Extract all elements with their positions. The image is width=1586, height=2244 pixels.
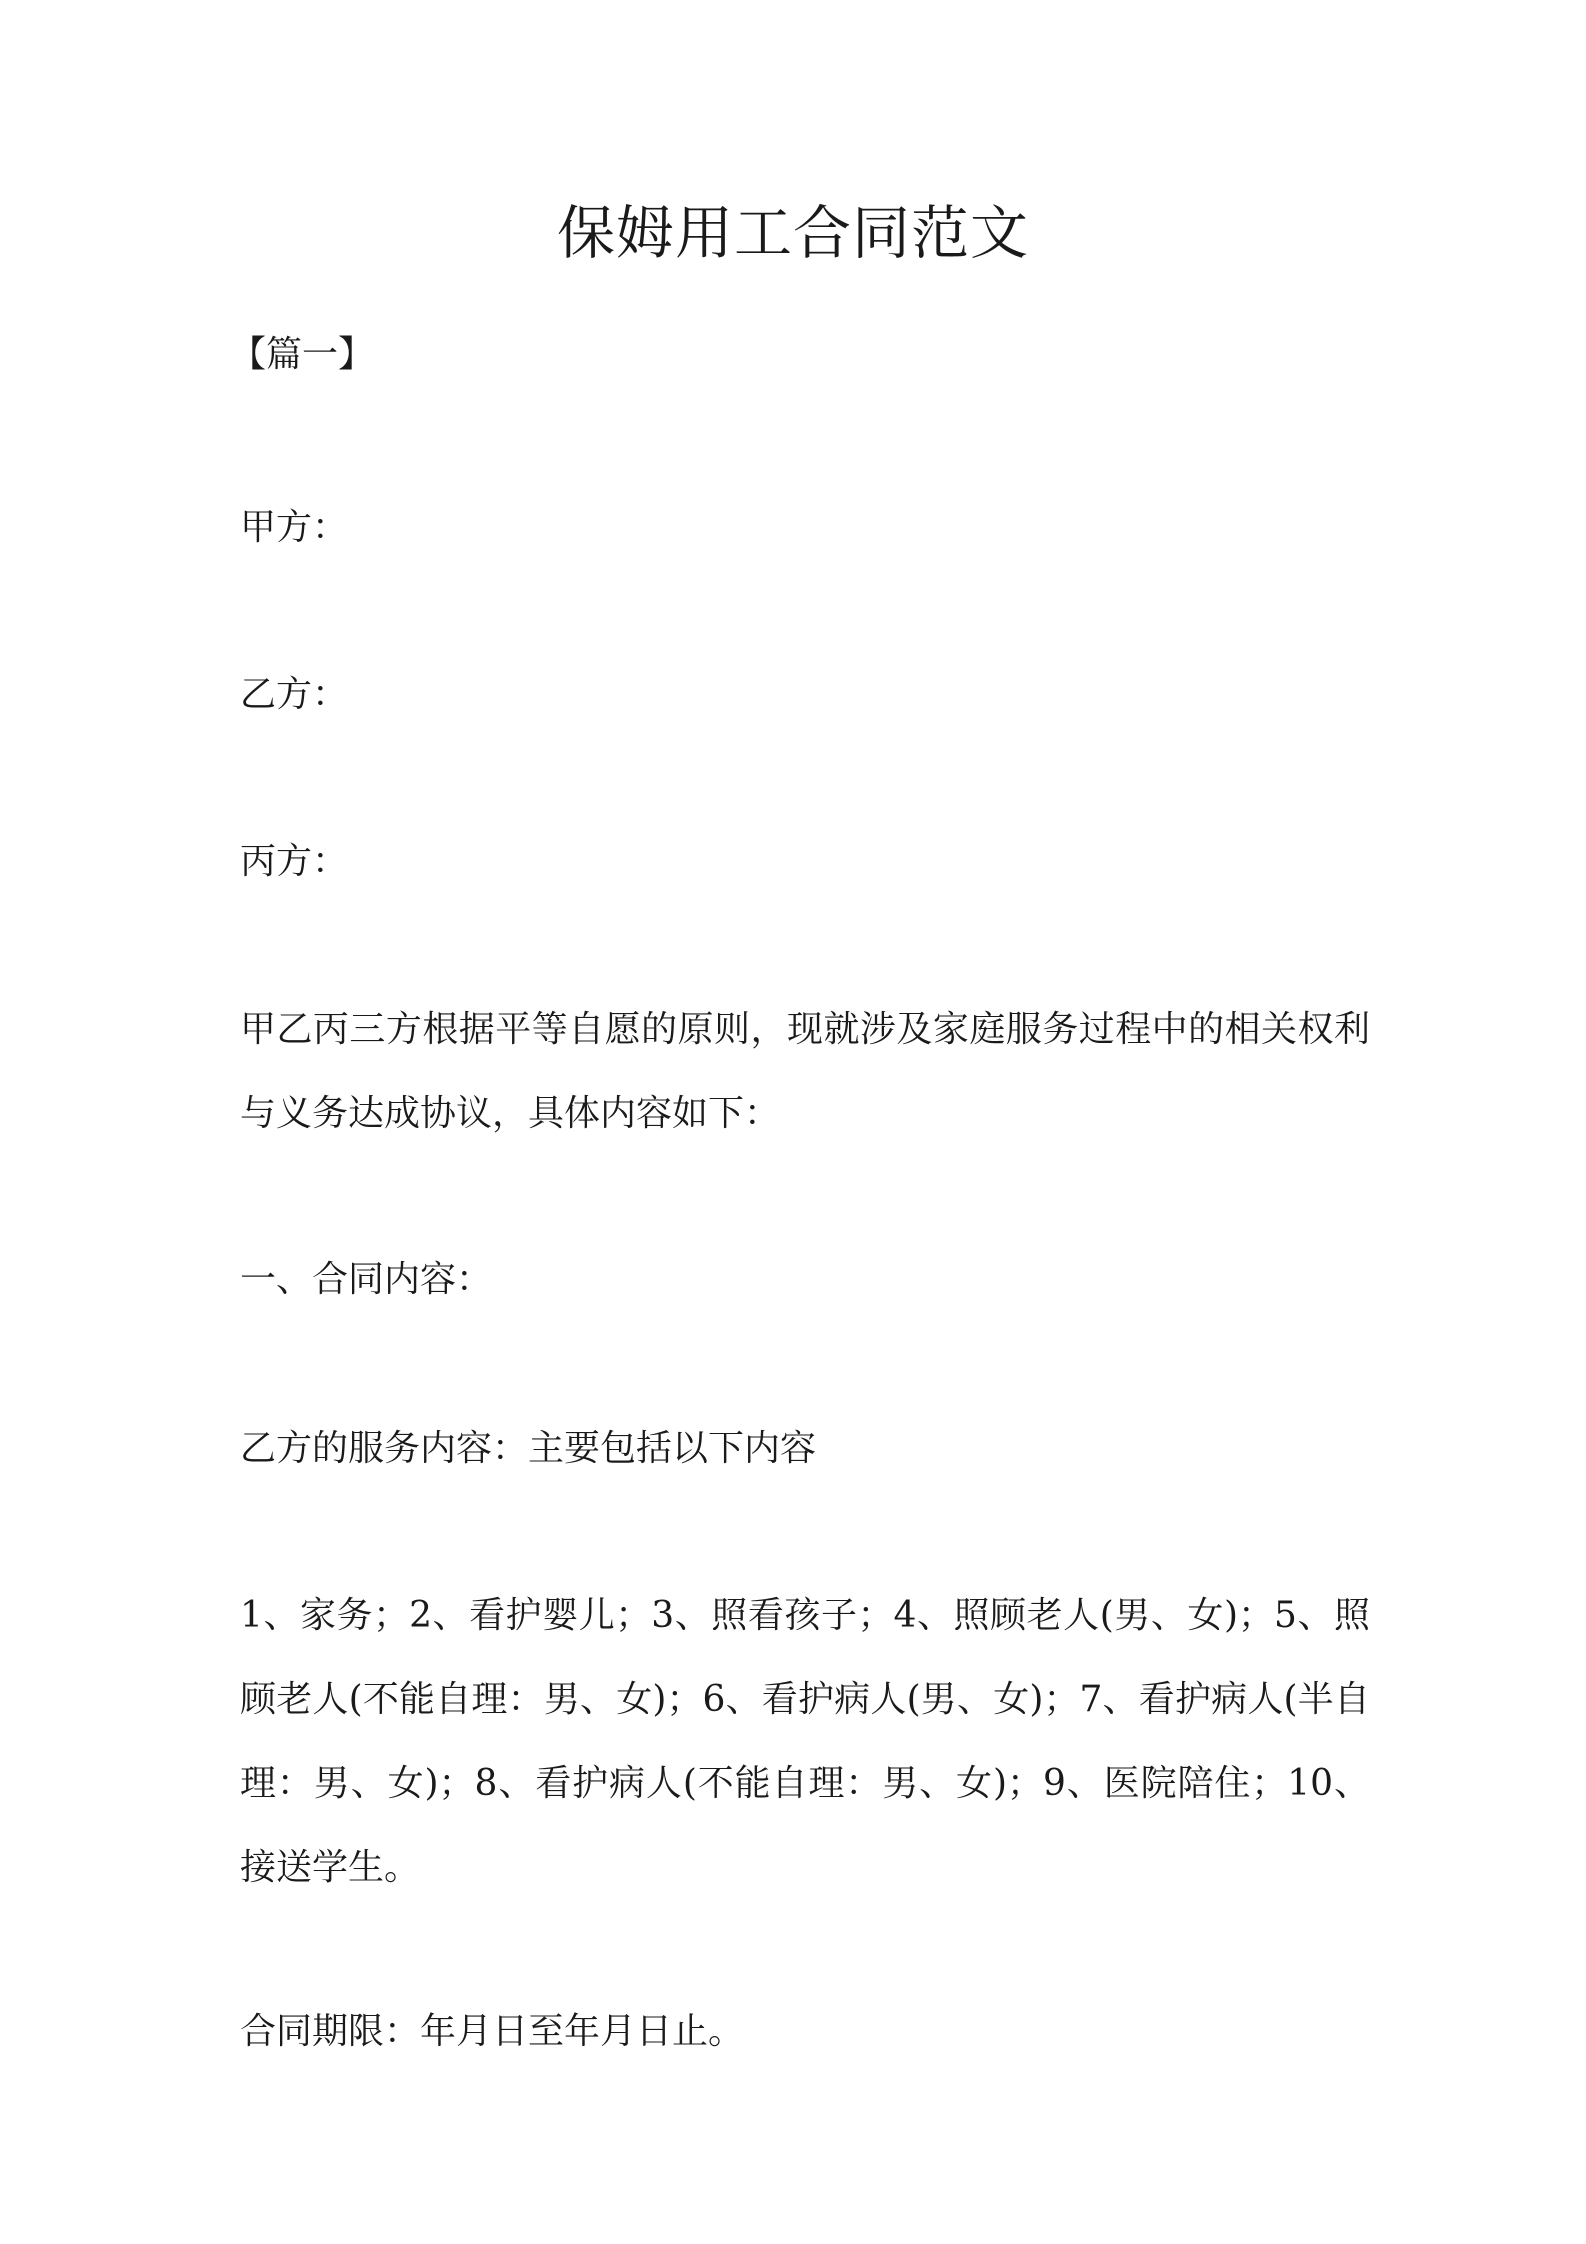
section-label: 【篇一】 (230, 334, 375, 375)
contract-term: 合同期限：年月日至年月日止。 (240, 2011, 745, 2052)
document-title: 保姆用工合同范文 (556, 199, 1029, 267)
section-heading-contract-content: 一、合同内容： (240, 1259, 493, 1300)
service-intro: 乙方的服务内容：主要包括以下内容 (240, 1428, 817, 1469)
party-c-label: 丙方： (240, 841, 349, 882)
intro-paragraph: 甲乙丙三方根据平等自愿的原则，现就涉及家庭服务过程中的相关权利与义务达成协议，具体内容如下： (240, 1009, 1370, 1134)
service-list-paragraph: 1、家务；2、看护婴儿；3、照看孩子；4、照顾老人(男、女)；5、照顾老人(不能自理：男、女)；6、看护病人(男、女)；7、看护病人(半自理：男、女)；8、看护病人(不能自理：男、女)；9、医院陪住；10、接送学生。 (240, 1595, 1370, 1888)
party-a-label: 甲方： (240, 507, 349, 548)
party-b-label: 乙方： (240, 674, 349, 715)
